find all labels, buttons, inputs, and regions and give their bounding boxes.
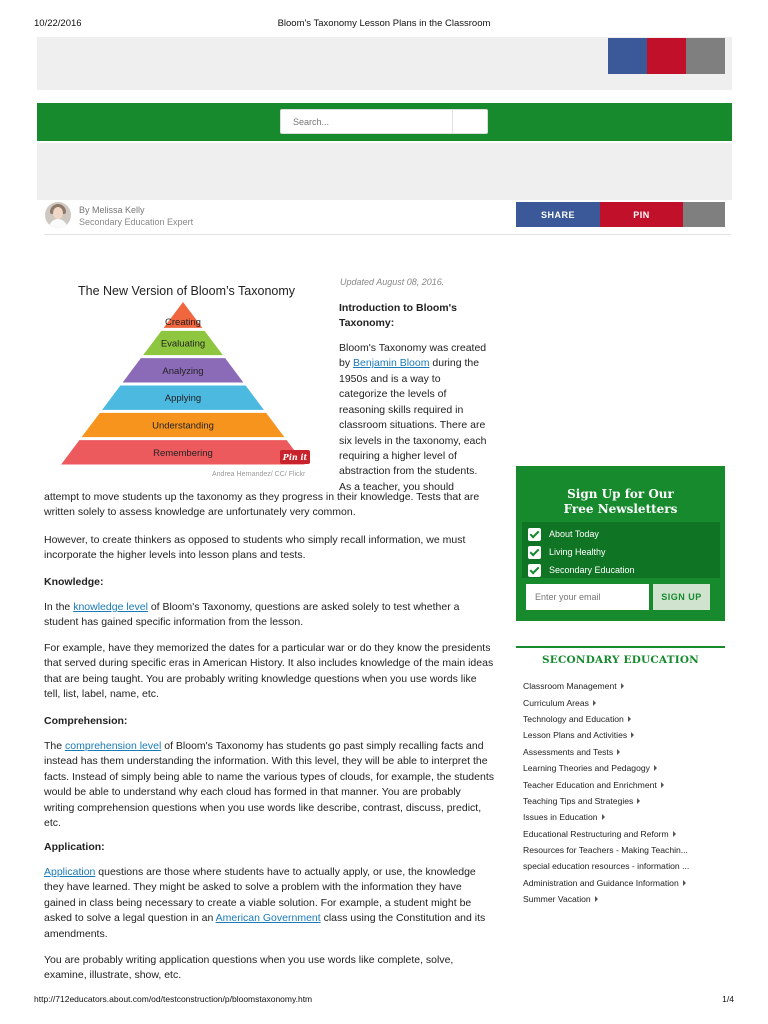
author-block bbox=[45, 202, 505, 232]
facebook-square-icon[interactable] bbox=[608, 38, 647, 74]
newsletter-option[interactable]: Secondary Education bbox=[528, 563, 635, 577]
more-icon[interactable] bbox=[683, 202, 725, 227]
pyramid-level-label: Remembering bbox=[153, 447, 213, 459]
intro-heading: Introduction to Bloom's Taxonomy: bbox=[339, 302, 457, 330]
pyramid-graphic bbox=[56, 278, 310, 478]
pyramid-level-label: Understanding bbox=[152, 420, 214, 432]
print-header bbox=[34, 18, 734, 30]
chevron-right-icon bbox=[621, 683, 624, 689]
print-date: 10/22/2016 bbox=[34, 18, 82, 29]
section-nav-item[interactable]: Assessments and Tests bbox=[523, 744, 723, 760]
section-nav-item[interactable]: Summer Vacation bbox=[523, 891, 723, 907]
american-government-link[interactable]: American Government bbox=[215, 912, 321, 925]
checkbox-checked-icon[interactable] bbox=[528, 546, 541, 559]
taxonomy-figure bbox=[56, 278, 310, 478]
application-paragraph-2: You are probably writing application questions when you use words like complete, solve, examine, illustrate, show, etc. bbox=[44, 954, 454, 982]
knowledge-level-link[interactable]: knowledge level bbox=[73, 601, 148, 613]
chevron-right-icon bbox=[673, 831, 676, 837]
avatar[interactable] bbox=[45, 202, 71, 228]
intro-paragraph: Bloom's Taxonomy was created by Benjamin Bloom during the 1950s and is a way to categorize the levels of reasoning skills required in classroom situations. There are six levels in the taxonomy, each requiring a higher level of abstraction from the students. As a teacher, you should bbox=[339, 342, 487, 493]
newsletter-title: Sign Up for Our Free Newsletters bbox=[563, 487, 678, 516]
newsletter-option[interactable]: Living Healthy bbox=[528, 545, 606, 559]
figure-credit: Andrea Hernandez/ CC/ Flickr bbox=[212, 471, 306, 478]
knowledge-paragraph-2: For example, have they memorized the dates for a particular war or do they know the presidents that served during specific eras in American History. It also includes knowledge of the main ideas that are being taught. You are probably writing knowledge questions when you use words like tell, list, label, name, etc. bbox=[44, 642, 494, 701]
benjamin-bloom-link[interactable]: Benjamin Bloom bbox=[353, 357, 430, 370]
application-link[interactable]: Application bbox=[44, 866, 96, 878]
email-input[interactable] bbox=[526, 584, 649, 610]
newsletter-option[interactable]: About Today bbox=[528, 527, 599, 541]
chevron-right-icon bbox=[637, 798, 640, 804]
pin-it-button[interactable]: Pin it bbox=[280, 450, 310, 464]
divider bbox=[44, 234, 731, 235]
share-button[interactable]: SHARE bbox=[516, 202, 600, 227]
knowledge-heading: Knowledge: bbox=[44, 576, 104, 588]
chevron-right-icon bbox=[628, 716, 631, 722]
comprehension-level-link[interactable]: comprehension level bbox=[65, 740, 162, 752]
pin-button[interactable]: PIN bbox=[600, 202, 683, 227]
chevron-right-icon bbox=[602, 814, 605, 820]
author-byline[interactable]: By Melissa Kelly bbox=[79, 205, 145, 215]
section-nav-item[interactable]: Teaching Tips and Strategies bbox=[523, 793, 723, 809]
search-box[interactable] bbox=[280, 109, 488, 134]
print-title: Bloom's Taxonomy Lesson Plans in the Classroom bbox=[277, 18, 491, 29]
chevron-right-icon bbox=[617, 749, 620, 755]
ad-banner-mid bbox=[37, 143, 732, 200]
share-bar bbox=[516, 202, 725, 227]
pyramid-level-label: Analyzing bbox=[162, 365, 204, 377]
pinterest-square-icon[interactable] bbox=[647, 38, 686, 74]
checkbox-checked-icon[interactable] bbox=[528, 528, 541, 541]
newsletter-signup bbox=[516, 466, 725, 621]
checkbox-checked-icon[interactable] bbox=[528, 564, 541, 577]
chevron-right-icon bbox=[683, 880, 686, 886]
figure-title: The New Version of Bloom’s Taxonomy bbox=[78, 284, 296, 298]
section-rule bbox=[516, 646, 725, 648]
chevron-right-icon bbox=[595, 896, 598, 902]
intro-paragraph-cont: attempt to move students up the taxonomy as they progress in their knowledge. Tests that are written solely to assess knowledge are unfortunately very common. bbox=[44, 491, 480, 519]
pyramid-level-label: Evaluating bbox=[160, 338, 206, 350]
section-nav-item[interactable]: Classroom Management bbox=[523, 678, 723, 694]
search-divider bbox=[452, 110, 453, 133]
knowledge-paragraph-1: In the knowledge level of Bloom's Taxonomy, questions are asked solely to test whether a student has gained specific information from the lesson. bbox=[44, 601, 460, 629]
section-nav-item[interactable]: Resources for Teachers - Making Teachin... bbox=[523, 845, 688, 856]
search-input[interactable] bbox=[281, 110, 451, 133]
section-nav-item[interactable]: Educational Restructuring and Reform bbox=[523, 826, 723, 842]
pyramid-level-label: Applying bbox=[164, 393, 202, 405]
paragraph-2: However, to create thinkers as opposed to students who simply recall information, we must incorporate the higher levels into lesson plans and tests. bbox=[44, 534, 466, 562]
signup-button[interactable]: SIGN UP bbox=[653, 584, 710, 610]
section-nav-list bbox=[523, 678, 723, 907]
section-nav-item[interactable]: Lesson Plans and Activities bbox=[523, 727, 723, 743]
chevron-right-icon bbox=[654, 765, 657, 771]
more-square-icon[interactable] bbox=[686, 38, 725, 74]
section-nav-item[interactable]: Curriculum Areas bbox=[523, 694, 723, 710]
footer-url: http://712educators.about.com/od/testconstruction/p/bloomstaxonomy.htm bbox=[34, 994, 313, 1004]
section-nav-item[interactable]: Teacher Education and Enrichment bbox=[523, 776, 723, 792]
newsletter-options bbox=[522, 522, 720, 578]
section-nav-item[interactable]: Administration and Guidance Information bbox=[523, 875, 723, 891]
pyramid-level-label: Creating bbox=[165, 316, 201, 328]
share-squares-top bbox=[608, 38, 725, 74]
chevron-right-icon bbox=[661, 782, 664, 788]
footer-page-number: 1/4 bbox=[722, 994, 734, 1004]
section-nav-item[interactable]: Technology and Education bbox=[523, 711, 723, 727]
author-role: Secondary Education Expert bbox=[79, 217, 194, 227]
chevron-right-icon bbox=[631, 732, 634, 738]
section-title: SECONDARY EDUCATION bbox=[542, 654, 699, 666]
section-nav-item[interactable]: special education resources - information ... bbox=[523, 861, 690, 872]
updated-date: Updated August 08, 2016. bbox=[340, 277, 445, 287]
section-nav-item[interactable]: Learning Theories and Pedagogy bbox=[523, 760, 723, 776]
chevron-right-icon bbox=[593, 700, 596, 706]
section-nav-item[interactable]: Issues in Education bbox=[523, 809, 723, 825]
comprehension-heading: Comprehension: bbox=[44, 715, 128, 727]
application-heading: Application: bbox=[44, 841, 105, 853]
application-paragraph: Application questions are those where students have to actually apply, or use, the knowledge they have learned. They might be asked to solve a problem with the information they have gained in class being necessary to create a viable solution. For example, a student might be asked to solve a legal question in an American Government class using the Constitution and its amendments. bbox=[44, 866, 486, 940]
comprehension-paragraph: The comprehension level of Bloom's Taxonomy has students go past simply recalling facts and instead has them understanding the information. With this level, they will be able to interpret the facts. Instead of simply being able to name the various types of clouds, for example, the students would be able to understand why each cloud has formed in that manner. You are probably writing comprehension questions when you use words like describe, contrast, discuss, predict, etc. bbox=[44, 740, 494, 830]
